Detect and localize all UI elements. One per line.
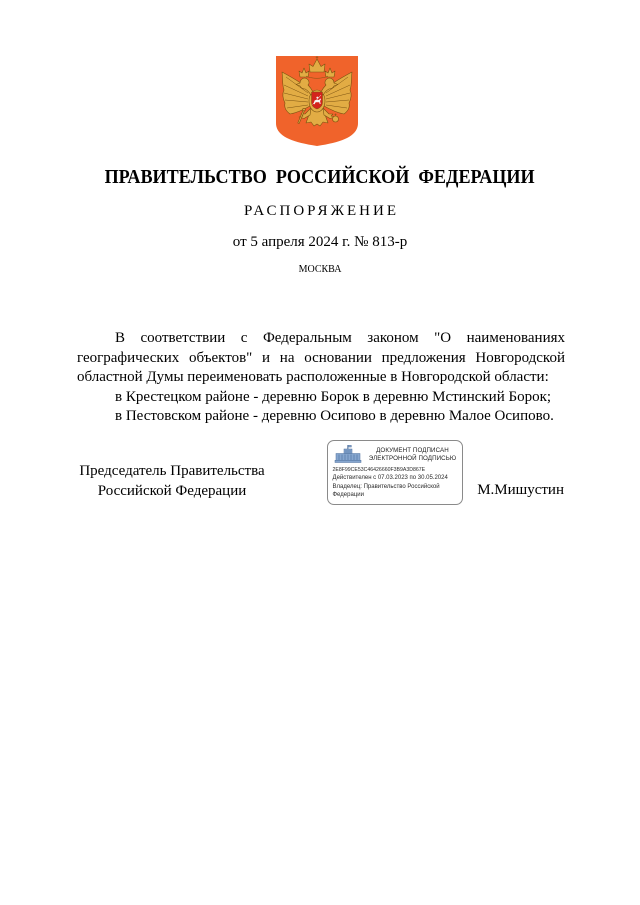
stamp-owner: Владелец: Правительство Российской Федерации xyxy=(332,483,440,498)
government-building-graphic xyxy=(334,445,362,463)
stamp-title-line-1: ДОКУМЕНТ ПОДПИСАН xyxy=(376,446,449,454)
stamp-certificate-number: 2E8F99CE53C46426660F3B9A3D867E xyxy=(332,466,426,473)
order-body xyxy=(77,329,565,427)
signatory-name: М.Мишустин xyxy=(477,482,564,498)
document-city: МОСКВА xyxy=(298,264,342,275)
organization-title-text: ПРАВИТЕЛЬСТВО РОССИЙСКОЙ ФЕДЕРАЦИИ xyxy=(104,166,535,188)
coat-of-arms-icon xyxy=(275,55,359,147)
order-item-krestetsky: в Крестецком районе - деревню Борок в деревню Мстинский Борок; xyxy=(115,388,552,405)
stamp-title-line-2: ЭЛЕКТРОННОЙ ПОДПИСЬЮ xyxy=(368,454,457,462)
building-base xyxy=(335,460,361,462)
stamp-details xyxy=(333,466,455,500)
stamp-validity-period: Действителен с 07.03.2023 по 30.05.2024 xyxy=(332,475,448,481)
document-date-number: от 5 апреля 2024 г. № 813-р xyxy=(232,234,408,250)
coat-of-arms-graphic xyxy=(275,55,359,147)
building-columns xyxy=(339,450,357,460)
order-paragraph-intro: В соответствии с Федеральным законом "О наименованиях географических объектов" и на основании предложения Новгородской областной Думы переименовать расположенные в Новгородской области: xyxy=(77,330,565,385)
orb xyxy=(333,116,339,122)
e-signature-stamp xyxy=(327,440,463,505)
stamp-title xyxy=(364,447,461,463)
signatory-position xyxy=(62,462,282,501)
signatory-position-line-1: Председатель Правительства xyxy=(79,463,265,479)
signatory-position-line-2: Российской Федерации xyxy=(97,482,247,499)
scepter-knob xyxy=(303,108,306,111)
government-building-icon xyxy=(334,445,362,463)
flag xyxy=(348,445,351,447)
document-type-heading: РАСПОРЯЖЕНИЕ xyxy=(243,203,399,219)
organization-title xyxy=(0,165,640,189)
order-item-pestovsky: в Пестовском районе - деревню Осипово в деревню Малое Осипово. xyxy=(115,408,554,424)
